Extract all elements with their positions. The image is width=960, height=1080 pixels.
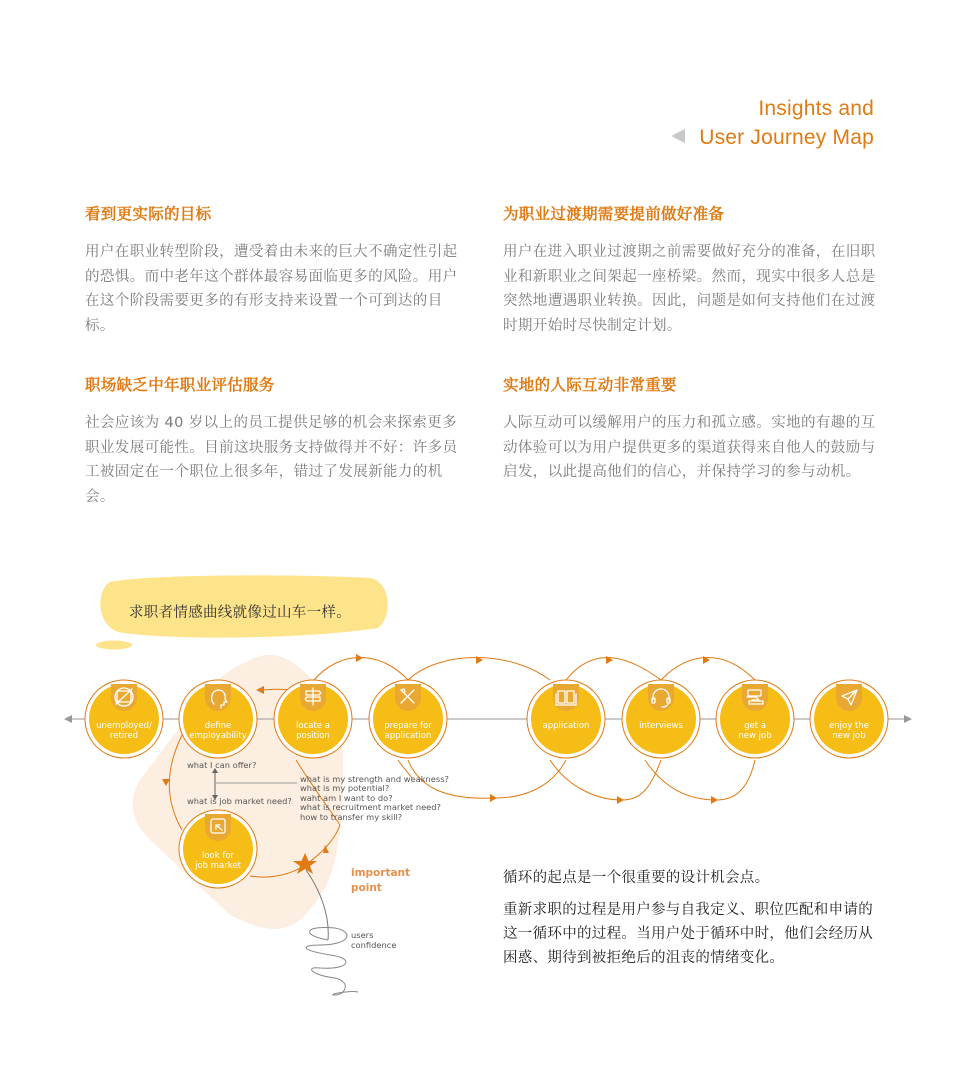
summary-body: 重新求职的过程是用户参与自我定义、职位匹配和申请的这一循环中的过程。当用户处于循环中时，他们会经历从困惑、期待到被拒绝后的沮丧的情绪变化。 [503,902,873,966]
node-label-line1: get a [744,721,766,731]
node-define-employability [179,680,257,758]
insight-title: 实地的人际互动非常重要 [503,376,677,394]
insight-interaction [503,374,879,485]
summary-lead: 循环的起点是一个很重要的设计机会点。 [503,870,770,886]
question-item: what is recruitment market need? [300,802,441,813]
insight-body: 人际互动可以缓解用户的压力和孤立感。实地的有趣的互动体验可以为用户提供更多的渠道获得来自他人的鼓励与启发，以此提高他们的信心，并保持学习的参与动机。 [503,415,876,480]
questions-list [300,775,449,822]
node-label-locate-position [273,721,353,741]
node-label-line2: new job [738,731,772,741]
insight-body: 社会应该为 40 岁以上的员工提供足够的机会来探索更多职业发展可能性。目前这块服务支持做得并不好：许多员工被固定在一个职位上很多年，错过了发展新能力的机会。 [85,415,458,505]
node-label-line1: interviews [639,721,683,731]
node-application [527,680,605,758]
node-label-line1: enjoy the [829,721,869,731]
node-label-look-for-job-market [178,851,258,871]
insight-title: 为职业过渡期需要提前做好准备 [503,205,725,223]
insight-prepare-transition [503,203,879,338]
confidence-line1: users [351,930,374,940]
node-unemployed [85,680,163,758]
node-label-line1: look for [201,851,235,861]
bubble-tail [96,641,132,650]
node-label-unemployed [84,721,164,741]
title-line-1: Insights and [758,97,874,120]
title-line-2 [671,123,874,152]
insight-title: 职场缺乏中年职业评估服务 [85,376,275,394]
question-item: how to transfer my skill? [300,811,403,822]
insight-body: 用户在进入职业过渡期之前需要做好充分的准备，在旧职业和新职业之间架起一座桥梁。然而，现实中很多人总是突然地遭遇职业转换。因此，问题是如何支持他们在过渡时期开始时尽快制定计划。 [503,244,876,334]
title-line-2-text: User Journey Map [699,126,874,149]
node-interviews [622,680,700,758]
important-line1: important [351,867,411,879]
left-triangle-icon[interactable] [671,129,685,143]
page-title [671,94,874,152]
node-label-line1: application [542,721,590,731]
insight-body: 用户在职业转型阶段，遭受着由未来的巨大不确定性引起的恐惧。而中老年这个群体最容易面临更多的风险。用户在这个阶段需要更多的有形支持来设置一个可到达的目标。 [85,244,458,334]
bubble-text: 求职者情感曲线就像过山车一样。 [129,605,351,621]
important-line2: point [351,882,382,894]
summary-text [503,866,883,970]
node-label-application [526,721,606,731]
node-label-line2: retired [109,731,139,741]
node-label-enjoy-new-job [809,721,889,741]
node-get-new-job [716,680,794,758]
node-label-prepare-application [368,721,448,741]
node-label-line2: application [384,731,432,741]
node-label-line2: position [296,731,330,741]
node-label-define-employability [178,721,258,741]
insight-title: 看到更实际的目标 [85,205,212,223]
node-label-line1: unemployed/ [96,721,152,731]
node-enjoy-new-job [810,680,888,758]
node-label-line1: locate a [296,721,330,731]
insight-lack-assessment [85,374,461,509]
node-label-line2: job market [195,861,241,871]
node-prepare-application [369,680,447,758]
question-item: waht am I want to do? [300,792,393,803]
question-item: what is my potential? [300,783,390,794]
node-label-line1: prepare for [384,721,432,731]
question-item: what is my strength and weakness? [300,774,449,784]
node-label-line2: employability [189,731,247,741]
node-label-interviews [621,721,701,731]
node-label-get-new-job [715,721,795,741]
question-what-i-can-offer: what I can offer? [187,760,257,770]
node-label-line1: define [204,721,232,731]
important-point-label [351,866,410,896]
node-label-line2: new job [832,731,866,741]
users-confidence-label [351,930,396,950]
node-look-for-job-market [179,810,257,888]
question-job-market-need: what is job market need? [187,796,292,806]
confidence-line2: confidence [351,940,397,950]
insight-realistic-goal [85,203,461,338]
